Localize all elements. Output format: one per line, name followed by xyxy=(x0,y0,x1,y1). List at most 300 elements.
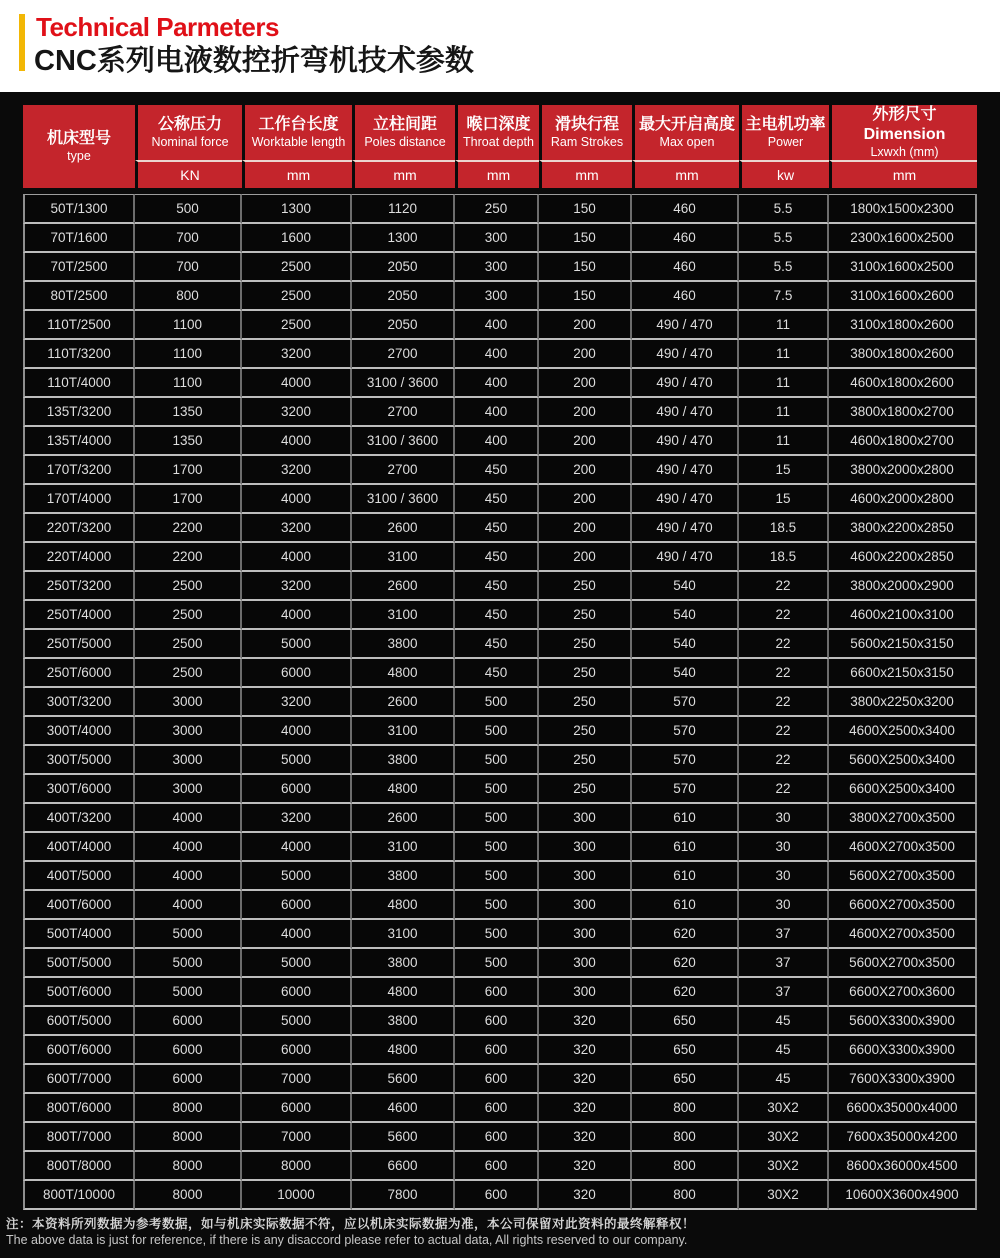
value-cell: 4000 xyxy=(242,601,352,630)
value-cell: 300 xyxy=(455,282,539,311)
value-cell: 6600x35000x4000 xyxy=(829,1094,977,1123)
value-cell: 11 xyxy=(739,340,829,369)
col-header-worktable-length: 工作台长度 Worktable length xyxy=(242,105,352,160)
value-cell: 5600X2700x3500 xyxy=(829,949,977,978)
table-row xyxy=(23,514,977,543)
value-cell: 250 xyxy=(539,717,632,746)
col-header-type-zh: 机床型号 xyxy=(46,130,111,147)
value-cell: 490 / 470 xyxy=(632,427,739,456)
table-body xyxy=(23,194,977,1210)
value-cell: 22 xyxy=(739,572,829,601)
value-cell: 8000 xyxy=(242,1152,352,1181)
value-cell: 3100x1600x2600 xyxy=(829,282,977,311)
value-cell: 4600X2700x3500 xyxy=(829,833,977,862)
page-header xyxy=(0,0,1000,92)
table-row xyxy=(23,456,977,485)
value-cell: 15 xyxy=(739,456,829,485)
value-cell: 300 xyxy=(539,949,632,978)
value-cell: 5600x2150x3150 xyxy=(829,630,977,659)
value-cell: 22 xyxy=(739,659,829,688)
value-cell: 5000 xyxy=(135,949,242,978)
value-cell: 4000 xyxy=(242,920,352,949)
value-cell: 30 xyxy=(739,862,829,891)
value-cell: 490 / 470 xyxy=(632,398,739,427)
value-cell: 3800X2700x3500 xyxy=(829,804,977,833)
value-cell: 8000 xyxy=(135,1152,242,1181)
table-row xyxy=(23,1152,977,1181)
value-cell: 4000 xyxy=(135,833,242,862)
value-cell: 150 xyxy=(539,282,632,311)
value-cell: 5000 xyxy=(242,862,352,891)
value-cell: 3200 xyxy=(242,514,352,543)
value-cell: 600 xyxy=(455,1152,539,1181)
value-cell: 2500 xyxy=(242,311,352,340)
value-cell: 3100 / 3600 xyxy=(352,427,455,456)
value-cell: 460 xyxy=(632,253,739,282)
value-cell: 400 xyxy=(455,340,539,369)
value-cell: 4000 xyxy=(242,485,352,514)
value-cell: 6000 xyxy=(242,659,352,688)
value-cell: 800 xyxy=(632,1152,739,1181)
value-cell: 490 / 470 xyxy=(632,311,739,340)
value-cell: 300 xyxy=(539,920,632,949)
value-cell: 4800 xyxy=(352,659,455,688)
value-cell: 5600X2700x3500 xyxy=(829,862,977,891)
value-cell: 500 xyxy=(455,833,539,862)
value-cell: 3800 xyxy=(352,630,455,659)
unit-worktable-length: mm xyxy=(242,160,352,194)
value-cell: 300 xyxy=(539,891,632,920)
value-cell: 5.5 xyxy=(739,253,829,282)
value-cell: 400 xyxy=(455,311,539,340)
value-cell: 1700 xyxy=(135,456,242,485)
value-cell: 610 xyxy=(632,804,739,833)
value-cell: 3100x1600x2500 xyxy=(829,253,977,282)
value-cell: 11 xyxy=(739,398,829,427)
value-cell: 6600X2700x3500 xyxy=(829,891,977,920)
value-cell: 450 xyxy=(455,543,539,572)
value-cell: 200 xyxy=(539,340,632,369)
table-row xyxy=(23,949,977,978)
value-cell: 1300 xyxy=(352,224,455,253)
table-row xyxy=(23,1007,977,1036)
value-cell: 18.5 xyxy=(739,514,829,543)
value-cell: 1700 xyxy=(135,485,242,514)
table-row xyxy=(23,746,977,775)
table-row xyxy=(23,833,977,862)
value-cell: 3800 xyxy=(352,1007,455,1036)
value-cell: 5000 xyxy=(242,1007,352,1036)
value-cell: 1300 xyxy=(242,194,352,224)
footnote-en: The above data is just for reference, if there is any disaccord please refer to actual data, All rights reserved to our company. xyxy=(6,1232,688,1247)
value-cell: 2500 xyxy=(242,282,352,311)
model-cell: 600T/7000 xyxy=(23,1065,135,1094)
value-cell: 6000 xyxy=(242,1036,352,1065)
model-cell: 400T/5000 xyxy=(23,862,135,891)
value-cell: 200 xyxy=(539,311,632,340)
table-row xyxy=(23,253,977,282)
model-cell: 50T/1300 xyxy=(23,194,135,224)
value-cell: 610 xyxy=(632,862,739,891)
value-cell: 4600x2100x3100 xyxy=(829,601,977,630)
page-title-zh: CNC系列电液数控折弯机技术参数 xyxy=(34,45,474,77)
col-header-power: 主电机功率 Power xyxy=(739,105,829,160)
table-row xyxy=(23,340,977,369)
value-cell: 490 / 470 xyxy=(632,456,739,485)
value-cell: 540 xyxy=(632,601,739,630)
model-cell: 500T/5000 xyxy=(23,949,135,978)
value-cell: 650 xyxy=(632,1007,739,1036)
value-cell: 8600x36000x4500 xyxy=(829,1152,977,1181)
value-cell: 3200 xyxy=(242,804,352,833)
value-cell: 3800 xyxy=(352,862,455,891)
units-row xyxy=(23,160,977,194)
table-row xyxy=(23,1094,977,1123)
value-cell: 200 xyxy=(539,456,632,485)
value-cell: 2200 xyxy=(135,543,242,572)
table-row xyxy=(23,543,977,572)
table-row xyxy=(23,369,977,398)
value-cell: 800 xyxy=(135,282,242,311)
value-cell: 3000 xyxy=(135,688,242,717)
table-row xyxy=(23,862,977,891)
value-cell: 600 xyxy=(455,1181,539,1210)
value-cell: 5600 xyxy=(352,1123,455,1152)
value-cell: 1100 xyxy=(135,311,242,340)
col-header-ram-strokes: 滑块行程 Ram Strokes xyxy=(539,105,632,160)
unit-dimension: mm xyxy=(829,160,977,194)
model-cell: 70T/2500 xyxy=(23,253,135,282)
value-cell: 2600 xyxy=(352,804,455,833)
value-cell: 37 xyxy=(739,978,829,1007)
value-cell: 450 xyxy=(455,514,539,543)
value-cell: 490 / 470 xyxy=(632,485,739,514)
model-cell: 400T/4000 xyxy=(23,833,135,862)
value-cell: 600 xyxy=(455,1094,539,1123)
value-cell: 570 xyxy=(632,717,739,746)
model-cell: 600T/6000 xyxy=(23,1036,135,1065)
value-cell: 400 xyxy=(455,369,539,398)
model-cell: 600T/5000 xyxy=(23,1007,135,1036)
value-cell: 5.5 xyxy=(739,224,829,253)
col-header-throat-depth: 喉口深度 Throat depth xyxy=(455,105,539,160)
value-cell: 600 xyxy=(455,1065,539,1094)
table-row xyxy=(23,311,977,340)
unit-nominal-force: KN xyxy=(135,160,242,194)
value-cell: 6000 xyxy=(242,775,352,804)
value-cell: 1120 xyxy=(352,194,455,224)
value-cell: 4000 xyxy=(242,427,352,456)
value-cell: 1600 xyxy=(242,224,352,253)
value-cell: 3200 xyxy=(242,572,352,601)
value-cell: 610 xyxy=(632,833,739,862)
value-cell: 2500 xyxy=(135,659,242,688)
value-cell: 2700 xyxy=(352,398,455,427)
value-cell: 3800x2000x2900 xyxy=(829,572,977,601)
value-cell: 2050 xyxy=(352,311,455,340)
unit-throat-depth: mm xyxy=(455,160,539,194)
value-cell: 6600X2500x3400 xyxy=(829,775,977,804)
value-cell: 7600x35000x4200 xyxy=(829,1123,977,1152)
value-cell: 460 xyxy=(632,282,739,311)
value-cell: 800 xyxy=(632,1181,739,1210)
value-cell: 3100 xyxy=(352,543,455,572)
value-cell: 500 xyxy=(135,194,242,224)
value-cell: 8000 xyxy=(135,1123,242,1152)
table-row xyxy=(23,1065,977,1094)
value-cell: 45 xyxy=(739,1007,829,1036)
value-cell: 250 xyxy=(455,194,539,224)
value-cell: 7.5 xyxy=(739,282,829,311)
value-cell: 650 xyxy=(632,1065,739,1094)
value-cell: 3800x1800x2600 xyxy=(829,340,977,369)
value-cell: 30 xyxy=(739,804,829,833)
value-cell: 540 xyxy=(632,572,739,601)
value-cell: 2050 xyxy=(352,253,455,282)
model-cell: 110T/3200 xyxy=(23,340,135,369)
unit-power: kw xyxy=(739,160,829,194)
value-cell: 3000 xyxy=(135,775,242,804)
value-cell: 3200 xyxy=(242,398,352,427)
value-cell: 600 xyxy=(455,1123,539,1152)
value-cell: 1100 xyxy=(135,340,242,369)
value-cell: 200 xyxy=(539,369,632,398)
value-cell: 2600 xyxy=(352,514,455,543)
value-cell: 3200 xyxy=(242,456,352,485)
value-cell: 6600 xyxy=(352,1152,455,1181)
value-cell: 2600 xyxy=(352,572,455,601)
value-cell: 450 xyxy=(455,456,539,485)
value-cell: 8000 xyxy=(135,1094,242,1123)
value-cell: 4600X2500x3400 xyxy=(829,717,977,746)
value-cell: 150 xyxy=(539,194,632,224)
value-cell: 3200 xyxy=(242,688,352,717)
value-cell: 4600x2200x2850 xyxy=(829,543,977,572)
model-cell: 170T/4000 xyxy=(23,485,135,514)
table-row xyxy=(23,1181,977,1210)
value-cell: 5000 xyxy=(242,746,352,775)
value-cell: 30 xyxy=(739,891,829,920)
model-cell: 300T/4000 xyxy=(23,717,135,746)
value-cell: 4800 xyxy=(352,775,455,804)
table-row xyxy=(23,485,977,514)
value-cell: 3100 xyxy=(352,833,455,862)
model-cell: 70T/1600 xyxy=(23,224,135,253)
model-cell: 800T/7000 xyxy=(23,1123,135,1152)
value-cell: 320 xyxy=(539,1152,632,1181)
value-cell: 320 xyxy=(539,1036,632,1065)
value-cell: 5000 xyxy=(135,978,242,1007)
value-cell: 250 xyxy=(539,775,632,804)
value-cell: 540 xyxy=(632,659,739,688)
value-cell: 300 xyxy=(539,804,632,833)
value-cell: 30X2 xyxy=(739,1094,829,1123)
value-cell: 320 xyxy=(539,1065,632,1094)
value-cell: 11 xyxy=(739,311,829,340)
value-cell: 45 xyxy=(739,1065,829,1094)
value-cell: 22 xyxy=(739,630,829,659)
model-cell: 400T/3200 xyxy=(23,804,135,833)
value-cell: 7000 xyxy=(242,1065,352,1094)
value-cell: 200 xyxy=(539,514,632,543)
value-cell: 500 xyxy=(455,688,539,717)
value-cell: 5600X2500x3400 xyxy=(829,746,977,775)
model-cell: 250T/4000 xyxy=(23,601,135,630)
table-row xyxy=(23,224,977,253)
model-cell: 135T/4000 xyxy=(23,427,135,456)
value-cell: 10600X3600x4900 xyxy=(829,1181,977,1210)
value-cell: 6600X2700x3600 xyxy=(829,978,977,1007)
value-cell: 11 xyxy=(739,369,829,398)
value-cell: 300 xyxy=(539,978,632,1007)
table-header xyxy=(23,105,977,194)
value-cell: 10000 xyxy=(242,1181,352,1210)
table-row xyxy=(23,688,977,717)
table-row xyxy=(23,1036,977,1065)
value-cell: 490 / 470 xyxy=(632,514,739,543)
value-cell: 570 xyxy=(632,746,739,775)
model-cell: 250T/6000 xyxy=(23,659,135,688)
value-cell: 15 xyxy=(739,485,829,514)
value-cell: 3800x2000x2800 xyxy=(829,456,977,485)
value-cell: 600 xyxy=(455,1007,539,1036)
value-cell: 30X2 xyxy=(739,1152,829,1181)
col-header-nominal-force: 公称压力 Nominal force xyxy=(135,105,242,160)
spec-table xyxy=(23,105,977,1210)
value-cell: 460 xyxy=(632,194,739,224)
value-cell: 45 xyxy=(739,1036,829,1065)
value-cell: 3000 xyxy=(135,746,242,775)
value-cell: 490 / 470 xyxy=(632,340,739,369)
value-cell: 2500 xyxy=(135,572,242,601)
value-cell: 620 xyxy=(632,920,739,949)
value-cell: 3800x1800x2700 xyxy=(829,398,977,427)
table-row xyxy=(23,572,977,601)
value-cell: 30 xyxy=(739,833,829,862)
value-cell: 500 xyxy=(455,920,539,949)
value-cell: 2700 xyxy=(352,340,455,369)
model-cell: 300T/6000 xyxy=(23,775,135,804)
value-cell: 460 xyxy=(632,224,739,253)
value-cell: 150 xyxy=(539,253,632,282)
value-cell: 610 xyxy=(632,891,739,920)
model-cell: 170T/3200 xyxy=(23,456,135,485)
value-cell: 1350 xyxy=(135,427,242,456)
model-cell: 220T/4000 xyxy=(23,543,135,572)
value-cell: 3800 xyxy=(352,746,455,775)
table-row xyxy=(23,601,977,630)
model-cell: 500T/6000 xyxy=(23,978,135,1007)
footnote xyxy=(6,1217,1000,1248)
value-cell: 22 xyxy=(739,746,829,775)
value-cell: 2050 xyxy=(352,282,455,311)
page-title-en: Technical Parmeters xyxy=(36,12,279,42)
value-cell: 200 xyxy=(539,398,632,427)
value-cell: 4000 xyxy=(135,804,242,833)
value-cell: 320 xyxy=(539,1181,632,1210)
value-cell: 300 xyxy=(455,224,539,253)
value-cell: 3100 xyxy=(352,601,455,630)
value-cell: 2300x1600x2500 xyxy=(829,224,977,253)
value-cell: 6600x2150x3150 xyxy=(829,659,977,688)
value-cell: 4800 xyxy=(352,1036,455,1065)
table-row xyxy=(23,775,977,804)
table-row xyxy=(23,194,977,224)
value-cell: 4000 xyxy=(242,543,352,572)
value-cell: 200 xyxy=(539,485,632,514)
value-cell: 37 xyxy=(739,949,829,978)
value-cell: 400 xyxy=(455,427,539,456)
value-cell: 450 xyxy=(455,572,539,601)
value-cell: 700 xyxy=(135,224,242,253)
value-cell: 22 xyxy=(739,775,829,804)
value-cell: 5000 xyxy=(242,949,352,978)
model-cell: 110T/2500 xyxy=(23,311,135,340)
value-cell: 620 xyxy=(632,978,739,1007)
value-cell: 4000 xyxy=(135,862,242,891)
value-cell: 4600 xyxy=(352,1094,455,1123)
value-cell: 22 xyxy=(739,717,829,746)
spec-panel xyxy=(0,92,1000,1258)
col-header-poles-distance: 立柱间距 Poles distance xyxy=(352,105,455,160)
value-cell: 4000 xyxy=(242,833,352,862)
value-cell: 3100 / 3600 xyxy=(352,369,455,398)
value-cell: 5600X3300x3900 xyxy=(829,1007,977,1036)
value-cell: 250 xyxy=(539,601,632,630)
table-row xyxy=(23,659,977,688)
value-cell: 11 xyxy=(739,427,829,456)
unit-max-open: mm xyxy=(632,160,739,194)
value-cell: 500 xyxy=(455,862,539,891)
value-cell: 30X2 xyxy=(739,1181,829,1210)
value-cell: 250 xyxy=(539,746,632,775)
value-cell: 30X2 xyxy=(739,1123,829,1152)
value-cell: 4600X2700x3500 xyxy=(829,920,977,949)
table-row xyxy=(23,1123,977,1152)
col-header-type xyxy=(23,105,135,194)
value-cell: 800 xyxy=(632,1123,739,1152)
value-cell: 700 xyxy=(135,253,242,282)
value-cell: 7600X3300x3900 xyxy=(829,1065,977,1094)
value-cell: 4600x2000x2800 xyxy=(829,485,977,514)
value-cell: 250 xyxy=(539,630,632,659)
model-cell: 800T/10000 xyxy=(23,1181,135,1210)
value-cell: 6000 xyxy=(242,1094,352,1123)
unit-poles-distance: mm xyxy=(352,160,455,194)
model-cell: 300T/3200 xyxy=(23,688,135,717)
value-cell: 650 xyxy=(632,1036,739,1065)
table-row xyxy=(23,920,977,949)
table-row xyxy=(23,891,977,920)
value-cell: 250 xyxy=(539,659,632,688)
value-cell: 300 xyxy=(455,253,539,282)
value-cell: 300 xyxy=(539,862,632,891)
value-cell: 8000 xyxy=(135,1181,242,1210)
col-header-max-open: 最大开启高度 Max open xyxy=(632,105,739,160)
model-cell: 300T/5000 xyxy=(23,746,135,775)
value-cell: 4000 xyxy=(242,369,352,398)
table-row xyxy=(23,717,977,746)
value-cell: 490 / 470 xyxy=(632,369,739,398)
col-header-type-en: type xyxy=(67,149,91,163)
value-cell: 4800 xyxy=(352,978,455,1007)
accent-bar xyxy=(19,14,25,71)
model-cell: 400T/6000 xyxy=(23,891,135,920)
value-cell: 450 xyxy=(455,485,539,514)
value-cell: 320 xyxy=(539,1123,632,1152)
value-cell: 7000 xyxy=(242,1123,352,1152)
value-cell: 3000 xyxy=(135,717,242,746)
